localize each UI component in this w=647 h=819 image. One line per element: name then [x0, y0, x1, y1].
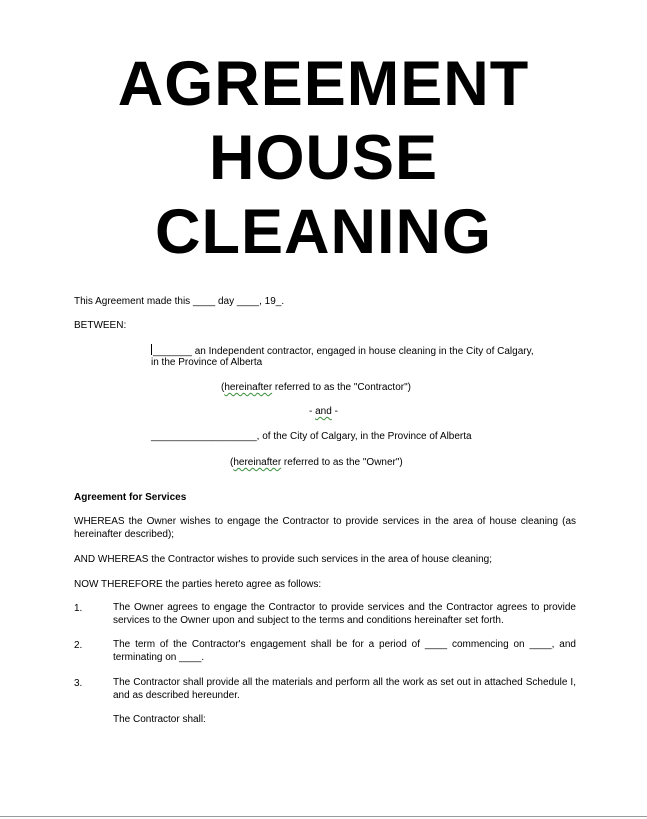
- contractor-reference: (hereinafter referred to as the "Contractor"): [221, 382, 411, 393]
- whereas-paragraph-2: AND WHEREAS the Contractor wishes to provide such services in the area of house cleaning;: [74, 554, 492, 565]
- owner-reference: (hereinafter referred to as the "Owner"): [230, 457, 403, 468]
- contractor-line-1-text: _______ an Independent contractor, engaged in house cleaning in the City of Calgary,: [153, 346, 534, 357]
- contractor-shall-line: The Contractor shall:: [113, 714, 206, 725]
- spellcheck-word-and[interactable]: and: [315, 406, 332, 417]
- title-line-house: HOUSE: [208, 123, 439, 193]
- and-separator: - and -: [309, 406, 338, 417]
- owner-reference-text: referred to as the "Owner"): [281, 457, 403, 468]
- clause-text-3: The Contractor shall provide all the materials and perform all the work as set out in attached Schedule I, and as described hereunder.: [113, 677, 576, 701]
- now-therefore-line: NOW THEREFORE the parties hereto agree as follows:: [74, 579, 322, 590]
- agreement-date-line: This Agreement made this ____ day ____, 19_.: [74, 296, 285, 307]
- spellcheck-word-hereinafter[interactable]: hereinafter: [224, 382, 273, 393]
- between-label: BETWEEN:: [74, 320, 127, 331]
- owner-line: ___________________, of the City of Calgary, in the Province of Alberta: [151, 431, 472, 442]
- clause-number-1: 1.: [74, 603, 83, 614]
- title-line-cleaning: CLEANING: [155, 197, 492, 267]
- spellcheck-word-hereinafter-2[interactable]: hereinafter: [233, 457, 282, 468]
- title-line-agreement: AGREEMENT: [117, 49, 530, 119]
- section-heading: Agreement for Services: [74, 492, 187, 503]
- clause-text-1: The Owner agrees to engage the Contractor to provide services and the Contractor agrees to provide services to the Owner upon and subject to the terms and conditions hereinafter set forth.: [113, 602, 576, 626]
- clause-text-2: The term of the Contractor's engagement shall be for a period of ____ commencing on ____, and terminating on ____.: [113, 639, 576, 663]
- contractor-reference-text: referred to as the "Contractor"): [272, 382, 411, 393]
- text-cursor: [151, 344, 152, 355]
- page-bottom-edge: [0, 816, 647, 817]
- contractor-line-2: in the Province of Alberta: [151, 357, 263, 368]
- clause-number-2: 2.: [74, 640, 83, 651]
- clause-number-3: 3.: [74, 678, 83, 689]
- whereas-paragraph-1: WHEREAS the Owner wishes to engage the Contractor to provide services in the area of house cleaning (as hereinafter described);: [74, 516, 576, 540]
